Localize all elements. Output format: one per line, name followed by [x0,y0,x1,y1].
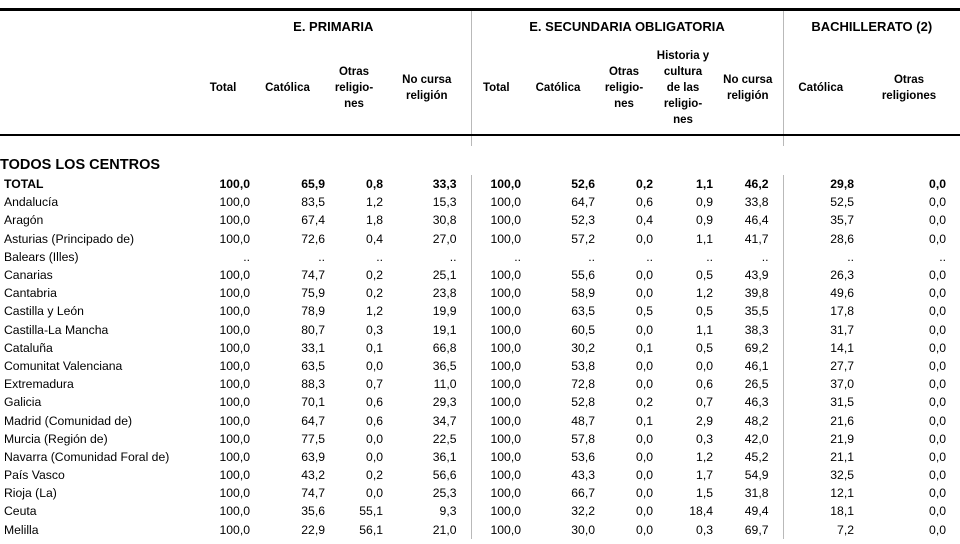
table-cell: 100,0 [219,486,250,501]
table-cell: 0,0 [636,268,653,283]
table-cell: 0,5 [636,304,653,319]
table-cell: 1,1 [696,322,713,337]
table-cell: 100,0 [471,266,521,284]
table-cell: 100,0 [471,230,521,248]
table-cell: 64,7 [571,195,595,210]
table-cell: 54,9 [744,468,769,483]
table-cell: 0,1 [366,340,383,355]
table-cell: .. [706,249,713,264]
table-row [0,466,960,484]
table-cell: 0,5 [696,268,713,283]
row-label: Rioja (La) [4,486,57,501]
table-cell: 45,2 [744,449,769,464]
table-row [0,484,960,502]
row-label: Cataluña [4,340,53,355]
table-cell: 0,0 [636,449,653,464]
table-cell: 64,7 [301,413,325,428]
table-cell: 15,3 [432,195,457,210]
table-cell: 63,9 [301,449,325,464]
table-cell: 23,8 [432,286,457,301]
table-cell: 55,6 [571,268,595,283]
table-cell: 0,0 [636,286,653,301]
table-cell: 100,0 [219,231,250,246]
table-cell: 0,3 [366,322,383,337]
table-cell: 53,6 [571,449,595,464]
table-cell: 100,0 [219,413,250,428]
table-cell: 0,0 [366,449,383,464]
table-row [0,321,960,339]
corner-cell-sub [0,41,196,135]
header-p-otras [325,41,383,135]
table-cell: 14,1 [783,339,858,357]
header-line: Otras [893,73,925,86]
table-cell: 21,1 [783,448,858,466]
table-cell: 83,5 [301,195,325,210]
table-cell: .. [761,249,769,264]
table-cell: 67,4 [301,213,325,228]
table-cell: 0,0 [636,322,653,337]
table-cell: 52,8 [571,395,595,410]
table-cell: 100,0 [471,284,521,302]
header-line: religión [726,89,769,102]
table-cell: .. [449,249,457,264]
section-title: TODOS LOS CENTROS [0,157,161,173]
header-s-historia [653,41,713,135]
table-cell: 34,7 [432,413,457,428]
table-cell: 28,6 [783,230,858,248]
table-cell: 100,0 [471,175,521,193]
row-label: País Vasco [4,468,65,483]
table-cell: 0,3 [696,431,713,446]
table-cell: 66,8 [432,340,457,355]
row-label: Extremadura [4,377,74,392]
table-cell: 9,3 [439,504,457,519]
corner-cell [0,10,196,42]
table-cell: 12,1 [783,484,858,502]
table-cell: 0,5 [696,340,713,355]
table-cell: 0,3 [696,522,713,537]
row-label: Cantabria [4,286,57,301]
table-cell: 77,5 [301,431,325,446]
table-cell: 1,2 [696,286,713,301]
table-cell: 0,0 [929,213,946,228]
table-cell: 0,9 [696,213,713,228]
table-cell: 65,9 [301,177,325,192]
header-s-no-cursa [713,41,783,135]
table-cell: 0,2 [366,468,383,483]
header-line: religiones [881,89,937,102]
table-cell: 0,0 [929,395,946,410]
table-cell: 100,0 [219,213,250,228]
table-row [0,357,960,375]
top-rule [0,0,960,10]
table-cell: 0,0 [929,195,946,210]
table-cell: 1,2 [366,195,383,210]
table-cell: 43,9 [744,268,769,283]
table-cell: 17,8 [783,302,858,320]
table-cell: 0,5 [696,304,713,319]
table-cell: .. [588,249,595,264]
table-cell: 0,0 [366,358,383,373]
table-cell: 0,6 [636,195,653,210]
table-cell: 31,5 [783,393,858,411]
row-label: Ceuta [4,504,37,519]
table-cell: 27,7 [783,357,858,375]
table-cell: .. [243,249,250,264]
table-cell: 42,0 [744,431,769,446]
table-cell: 66,7 [571,486,595,501]
table-cell: 100,0 [471,211,521,229]
header-line: religio- [663,97,703,110]
table-cell: 19,1 [432,322,457,337]
table-cell: 48,2 [744,413,769,428]
table-cell: 43,3 [571,468,595,483]
table-cell: 46,2 [744,177,769,192]
table-cell: 0,0 [929,377,946,392]
table-cell: 75,9 [301,286,325,301]
table-cell: 46,4 [744,213,769,228]
row-label: Aragón [4,213,44,228]
header-line: religión [405,89,448,102]
table-cell: 78,9 [301,304,325,319]
table-cell: 0,4 [366,231,383,246]
group-primaria: E. PRIMARIA [293,18,374,34]
table-cell: 41,7 [744,231,769,246]
group-bachillerato: BACHILLERATO (2) [783,10,960,42]
table-cell: 52,6 [571,177,595,192]
table-cell: 0,0 [929,340,946,355]
table-cell: 36,5 [432,358,457,373]
table-cell: 100,0 [471,357,521,375]
table-cell: 7,2 [783,521,858,539]
table-cell: 57,2 [571,231,595,246]
table-cell: 0,0 [366,431,383,446]
table-cell: 19,9 [432,304,457,319]
table-cell: .. [318,249,325,264]
table-cell: 100,0 [471,484,521,502]
table-cell: 100,0 [219,449,250,464]
table-cell: 100,0 [219,286,250,301]
header-line: nes [344,97,364,110]
table-row [0,211,960,229]
header-s-otras [595,41,653,135]
table-cell: 56,6 [432,468,457,483]
table-cell: 72,8 [571,377,595,392]
table-cell: 32,5 [783,466,858,484]
table-cell: 0,0 [636,431,653,446]
row-label: Navarra (Comunidad Foral de) [4,449,170,464]
table-cell: 0,0 [929,486,946,501]
table-cell: 100,0 [219,340,250,355]
table-row [0,302,960,320]
table-cell: 100,0 [471,393,521,411]
table-cell: 100,0 [471,302,521,320]
table-cell: 100,0 [219,522,250,537]
table-cell: 2,9 [696,413,713,428]
table-cell: 55,1 [359,504,383,519]
table-cell: 1,7 [696,468,713,483]
table-cell: 0,0 [929,322,946,337]
table-cell: 53,8 [571,358,595,373]
table-cell: 1,2 [366,304,383,319]
table-cell: 0,0 [696,358,713,373]
table-cell: 0,1 [636,413,653,428]
table-cell: 0,0 [636,377,653,392]
table-row [0,411,960,429]
table-row [0,393,960,411]
header-line: No cursa [402,73,452,86]
table-row [0,521,960,539]
table-cell: .. [939,249,946,264]
table-cell: 0,0 [636,468,653,483]
table-cell: .. [783,248,858,266]
header-b-otras [858,41,960,135]
row-label: TOTAL [4,177,44,192]
table-cell: 0,0 [636,358,653,373]
table-cell: 52,3 [571,213,595,228]
table-cell: 0,7 [696,395,713,410]
header-line: cultura [663,65,703,78]
table-cell: 100,0 [219,195,250,210]
table-cell: 1,1 [696,177,713,192]
table-cell: 29,8 [783,175,858,193]
table-cell: 100,0 [219,322,250,337]
table-cell: 29,3 [432,395,457,410]
table-cell: 100,0 [219,431,250,446]
table-cell: 33,8 [744,195,769,210]
table-cell: 100,0 [471,502,521,520]
table-cell: .. [471,248,521,266]
table-cell: 0,0 [929,431,946,446]
table-cell: 100,0 [471,521,521,539]
table-cell: 88,3 [301,377,325,392]
header-line: de las [666,81,700,94]
header-p-no-cursa [383,41,471,135]
table-cell: 60,5 [571,322,595,337]
table-cell: 100,0 [471,375,521,393]
header-p-catolica: Católica [250,41,325,135]
table-cell: 58,9 [571,286,595,301]
table-cell: 26,5 [744,377,769,392]
table-cell: 11,0 [433,377,457,392]
table-cell: 100,0 [219,304,250,319]
table-cell: 0,0 [636,231,653,246]
table-cell: 35,6 [301,504,325,519]
table-cell: 100,0 [471,448,521,466]
table-cell: 26,3 [783,266,858,284]
table-cell: 30,8 [432,213,457,228]
table-cell: 21,9 [783,430,858,448]
row-label: Comunitat Valenciana [4,358,123,373]
table-cell: 74,7 [301,486,325,501]
table-cell: 100,0 [471,339,521,357]
table-cell: 100,0 [219,377,250,392]
header-s-catolica: Católica [521,41,595,135]
table-cell: 100,0 [471,411,521,429]
table-cell: 100,0 [471,466,521,484]
table-cell: 0,6 [696,377,713,392]
table-cell: .. [376,249,383,264]
header-line: religio- [604,81,644,94]
table-cell: 100,0 [219,177,250,192]
table-cell: 0,6 [366,413,383,428]
table-cell: 1,5 [696,486,713,501]
table-row [0,430,960,448]
table-cell: 0,0 [929,504,946,519]
table-cell: 25,1 [432,268,457,283]
table-cell: 0,0 [929,268,946,283]
header-line: No cursa [723,73,773,86]
table-row [0,375,960,393]
table-cell: 22,9 [301,522,325,537]
table-cell: 1,2 [696,449,713,464]
header-p-total: Total [196,41,250,135]
table-cell: 30,0 [571,522,595,537]
table-cell: 72,6 [301,231,325,246]
table-cell: 0,0 [929,358,946,373]
table-cell: 100,0 [219,395,250,410]
table-cell: 0,1 [636,340,653,355]
table-cell: 0,0 [929,413,946,428]
table-cell: 69,7 [744,522,769,537]
header-line: Historia y [656,49,710,62]
table-cell: 1,1 [696,231,713,246]
header-line: nes [614,97,634,110]
row-label: Galicia [4,395,42,410]
table-cell: 0,8 [366,177,383,192]
table-cell: 39,8 [744,286,769,301]
table-cell: 36,1 [432,449,457,464]
header-b-catolica: Católica [783,41,858,135]
header-line: nes [673,113,693,126]
row-label: Melilla [4,522,39,537]
row-label: Andalucía [4,195,59,210]
table-cell: 100,0 [471,193,521,211]
table-cell: 57,8 [571,431,595,446]
table-cell: 52,5 [783,193,858,211]
table-cell: 0,0 [366,486,383,501]
header-s-total: Total [471,41,521,135]
table-cell: 0,9 [696,195,713,210]
table-cell: 0,0 [636,486,653,501]
table-cell: 18,4 [689,504,713,519]
table-row [0,193,960,211]
table-cell: 100,0 [219,268,250,283]
table-row [0,502,960,520]
table-cell: 100,0 [471,321,521,339]
table-cell: 31,7 [783,321,858,339]
table-cell: 0,0 [929,449,946,464]
table-row [0,448,960,466]
table-cell: 0,0 [636,504,653,519]
table-cell: 100,0 [219,358,250,373]
table-cell: 0,0 [929,177,946,192]
table-cell: 49,4 [744,504,769,519]
table-cell: 43,2 [301,468,325,483]
table-cell: 0,2 [636,177,653,192]
table-cell: 21,6 [783,411,858,429]
table-cell: 38,3 [744,322,769,337]
table-cell: 33,3 [432,177,457,192]
table-cell: 63,5 [301,358,325,373]
row-label: Asturias (Principado de) [4,231,135,246]
table-cell: 0,0 [929,231,946,246]
table-body [0,175,960,539]
table-cell: 48,7 [571,413,595,428]
group-secundaria: E. SECUNDARIA OBLIGATORIA [471,10,783,42]
row-label: Canarias [4,268,53,283]
table-row [0,175,960,193]
table-cell: 69,2 [744,340,769,355]
table-row [0,339,960,357]
table-cell: 100,0 [219,468,250,483]
table-row [0,284,960,302]
table-cell: 0,2 [366,268,383,283]
table-cell: 74,7 [301,268,325,283]
table-cell: 0,0 [929,522,946,537]
row-label: Castilla y León [4,304,84,319]
header-line: Otras [338,65,370,78]
row-label: Castilla-La Mancha [4,322,109,337]
table-cell: 0,7 [366,377,383,392]
table-cell: 25,3 [432,486,457,501]
row-label: Balears (Illes) [4,249,79,264]
table-cell: 35,5 [744,304,769,319]
row-label: Madrid (Comunidad de) [4,413,133,428]
table-cell: 0,0 [929,286,946,301]
table-cell: 33,1 [301,340,325,355]
table-cell: 31,8 [744,486,769,501]
table-cell: 46,3 [744,395,769,410]
table-cell: .. [646,249,653,264]
table-row [0,266,960,284]
table-cell: 1,8 [366,213,383,228]
table-row [0,230,960,248]
table-cell: 37,0 [783,375,858,393]
table-cell: 63,5 [571,304,595,319]
table-cell: 56,1 [359,522,383,537]
table-cell: 0,0 [929,468,946,483]
table-cell: 0,2 [636,395,653,410]
table-cell: 32,2 [571,504,595,519]
table-cell: 0,0 [636,522,653,537]
table-cell: 0,0 [929,304,946,319]
table-row [0,248,960,266]
table-cell: 0,6 [366,395,383,410]
table-cell: 46,1 [744,358,769,373]
table-cell: 80,7 [301,322,325,337]
table-cell: 70,1 [301,395,325,410]
table-cell: 35,7 [783,211,858,229]
table-cell: 21,0 [432,522,457,537]
row-label: Murcia (Región de) [4,431,108,446]
header-line: Otras [608,65,640,78]
table-cell: 0,2 [366,286,383,301]
table-cell: 49,6 [783,284,858,302]
table-cell: 27,0 [432,231,457,246]
table-cell: 18,1 [783,502,858,520]
table-cell: 22,5 [432,431,457,446]
table-cell: 100,0 [219,504,250,519]
spacer [0,135,196,146]
header-line: religio- [334,81,374,94]
table-cell: 30,2 [571,340,595,355]
table-cell: 100,0 [471,430,521,448]
table-cell: 0,4 [636,213,653,228]
